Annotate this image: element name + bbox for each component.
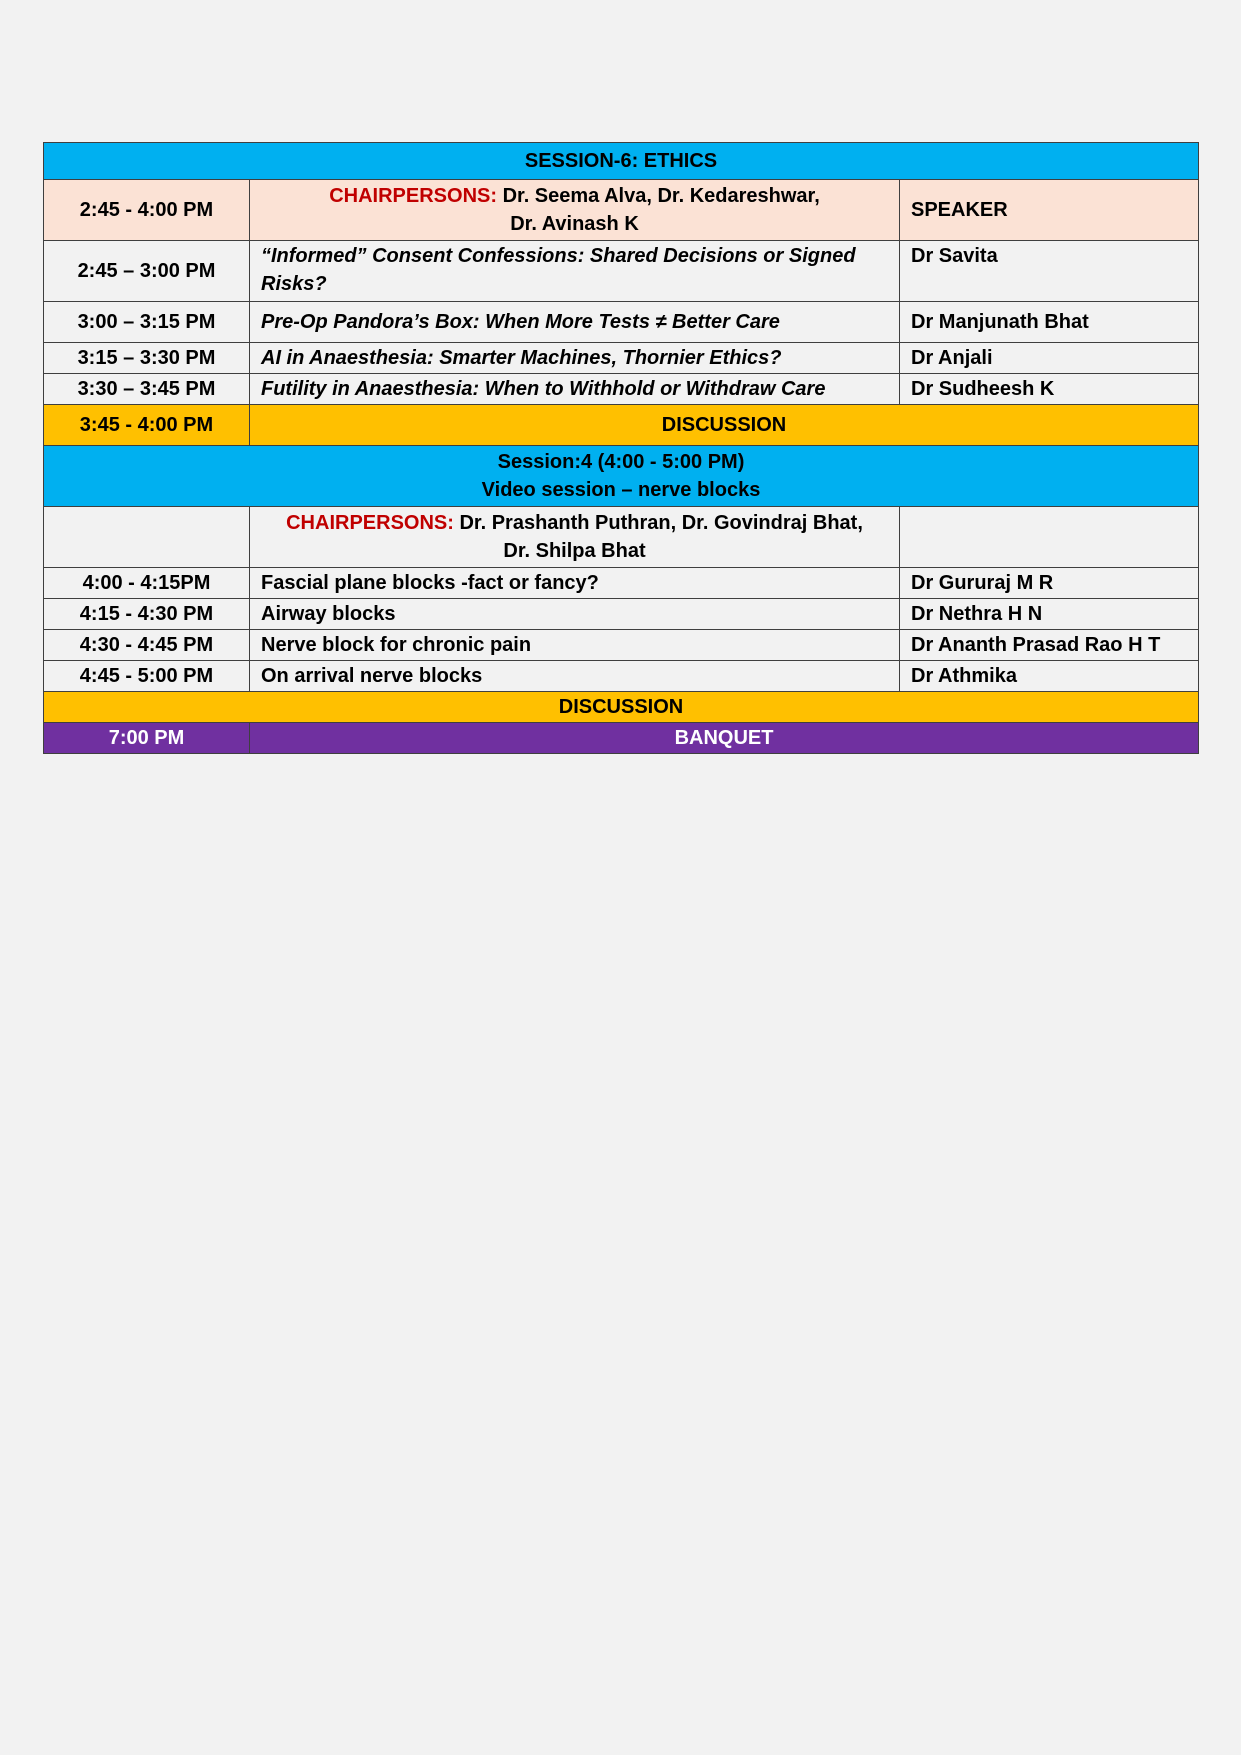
table-row — [44, 630, 1199, 661]
table-row — [44, 374, 1199, 405]
talk-topic: Futility in Anaesthesia: When to Withhold or Withdraw Care — [250, 374, 900, 405]
talk-speaker: Dr Athmika — [900, 661, 1199, 692]
session6-header-row — [44, 143, 1199, 180]
talk-topic: On arrival nerve blocks — [250, 661, 900, 692]
discussion-time: 3:45 - 4:00 PM — [44, 405, 250, 446]
talk-speaker: Dr Gururaj M R — [900, 568, 1199, 599]
session6-chairpersons — [250, 180, 900, 241]
session4-chairpersons — [250, 507, 900, 568]
table-row — [44, 599, 1199, 630]
empty-cell — [44, 507, 250, 568]
talk-time: 4:30 - 4:45 PM — [44, 630, 250, 661]
chairpersons-names-line1: Dr. Seema Alva, Dr. Kedareshwar, — [497, 185, 820, 207]
discussion-label: DISCUSSION — [44, 692, 1199, 723]
talk-time: 2:45 – 3:00 PM — [44, 241, 250, 302]
table-row — [44, 302, 1199, 343]
chairpersons-names-line2: Dr. Shilpa Bhat — [503, 540, 646, 562]
talk-speaker: Dr Manjunath Bhat — [900, 302, 1199, 343]
session6-chair-row — [44, 180, 1199, 241]
table-row — [44, 343, 1199, 374]
banquet-label: BANQUET — [250, 723, 1199, 754]
chairpersons-label: CHAIRPERSONS: — [286, 512, 454, 534]
session4-title-line1: Session:4 (4:00 - 5:00 PM) — [497, 451, 745, 473]
table-row — [44, 661, 1199, 692]
session4-header-row — [44, 446, 1199, 507]
table-row — [44, 568, 1199, 599]
talk-speaker: Dr Anjali — [900, 343, 1199, 374]
empty-cell — [900, 507, 1199, 568]
talk-topic: AI in Anaesthesia: Smarter Machines, Thornier Ethics? — [250, 343, 900, 374]
talk-speaker: Dr Savita — [900, 241, 1199, 302]
discussion-label: DISCUSSION — [250, 405, 1199, 446]
session4-title-line2: Video session – nerve blocks — [481, 479, 761, 501]
talk-time: 4:00 - 4:15PM — [44, 568, 250, 599]
talk-topic: Nerve block for chronic pain — [250, 630, 900, 661]
talk-time: 3:00 – 3:15 PM — [44, 302, 250, 343]
table-row — [44, 241, 1199, 302]
agenda-table — [43, 142, 1199, 754]
session4-title — [44, 446, 1199, 507]
session4-chair-row — [44, 507, 1199, 568]
talk-time: 4:45 - 5:00 PM — [44, 661, 250, 692]
talk-speaker: Dr Nethra H N — [900, 599, 1199, 630]
session4-discussion-row — [44, 692, 1199, 723]
talk-topic: “Informed” Consent Confessions: Shared Decisions or Signed Risks? — [250, 241, 900, 302]
speaker-header: SPEAKER — [900, 180, 1199, 241]
session6-discussion-row — [44, 405, 1199, 446]
talk-time: 3:30 – 3:45 PM — [44, 374, 250, 405]
talk-topic: Pre-Op Pandora’s Box: When More Tests ≠ Better Care — [250, 302, 900, 343]
chairpersons-label: CHAIRPERSONS: — [329, 185, 498, 207]
talk-topic: Fascial plane blocks -fact or fancy? — [250, 568, 900, 599]
talk-speaker: Dr Sudheesh K — [900, 374, 1199, 405]
talk-speaker: Dr Ananth Prasad Rao H T — [900, 630, 1199, 661]
talk-time: 4:15 - 4:30 PM — [44, 599, 250, 630]
session6-title: SESSION-6: ETHICS — [44, 143, 1199, 180]
talk-time: 3:15 – 3:30 PM — [44, 343, 250, 374]
session6-time: 2:45 - 4:00 PM — [44, 180, 250, 241]
chairpersons-names-line2: Dr. Avinash K — [510, 213, 639, 235]
chairpersons-names-line1: Dr. Prashanth Puthran, Dr. Govindraj Bhat, — [453, 512, 863, 534]
banquet-time: 7:00 PM — [44, 723, 250, 754]
banquet-row — [44, 723, 1199, 754]
talk-topic: Airway blocks — [250, 599, 900, 630]
